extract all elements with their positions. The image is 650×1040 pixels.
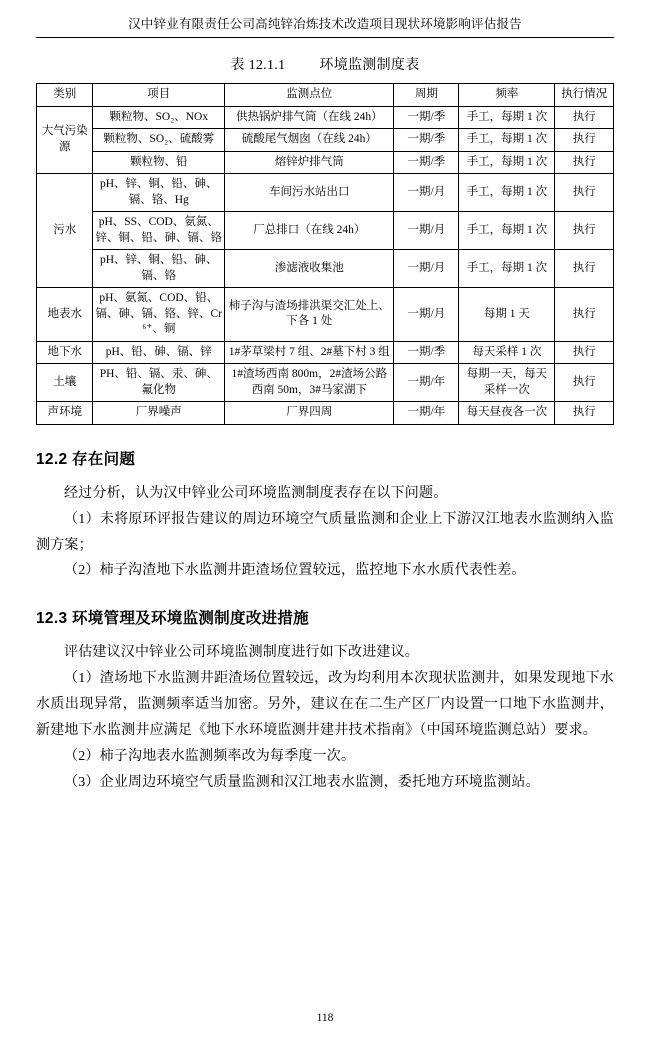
cell-period: 一期/年 xyxy=(394,402,459,425)
cell-category: 地表水 xyxy=(37,288,93,342)
column-header-category: 类别 xyxy=(37,84,93,107)
section-heading-12-2: 12.2 存在问题 xyxy=(36,450,136,468)
cell-frequency: 每天采样 1 次 xyxy=(459,341,555,364)
cell-frequency: 手工，每期 1 次 xyxy=(459,250,555,288)
column-header-period: 周期 xyxy=(394,84,459,107)
cell-site: 1#渣场西南 800m，2#渣场公路西南 50m，3#马家湖下 xyxy=(225,364,394,402)
cell-status: 执行 xyxy=(555,288,614,342)
cell-item: PH、铅、镉、汞、砷、氟化物 xyxy=(93,364,225,402)
paragraph: （1）未将原环评报告建议的周边环境空气质量监测和企业上下游汉江地表水监测纳入监测方案； xyxy=(36,511,614,553)
cell-site: 厂总排口（在线 24h） xyxy=(225,212,394,250)
table-row xyxy=(37,341,614,364)
cell-frequency: 手工，每期 1 次 xyxy=(459,174,555,212)
cell-item: pH、锌、铜、铅、砷、镉、铬 xyxy=(93,250,225,288)
page-number: 118 xyxy=(316,1012,334,1024)
cell-site: 厂界四周 xyxy=(225,402,394,425)
table-row xyxy=(37,402,614,425)
cell-category: 污水 xyxy=(37,174,93,288)
cell-frequency: 手工，每期 1 次 xyxy=(459,151,555,174)
cell-status: 执行 xyxy=(555,212,614,250)
cell-item: pH、铅、砷、镉、锌 xyxy=(93,341,225,364)
column-header-status: 执行情况 xyxy=(555,84,614,107)
paragraph: （2）柿子沟地表水监测频率改为每季度一次。 xyxy=(64,748,356,764)
cell-status: 执行 xyxy=(555,106,614,129)
cell-site: 车间污水站出口 xyxy=(225,174,394,212)
cell-frequency: 手工，每期 1 次 xyxy=(459,212,555,250)
table-caption-number: 表 12.1.1 xyxy=(230,58,286,73)
table-row xyxy=(37,212,614,250)
paragraph: （2）柿子沟渣地下水监测井距渣场位置较远，监控地下水水质代表性差。 xyxy=(64,563,526,579)
paragraph: （3）企业周边环境空气质量监测和汉江地表水监测，委托地方环境监测站。 xyxy=(64,774,540,790)
cell-category: 声环境 xyxy=(37,402,93,425)
cell-frequency: 每期 1 天 xyxy=(459,288,555,342)
table-header-row xyxy=(37,84,614,107)
cell-item: pH、SS、COD、氨氮、锌、铜、铅、砷、镉、铬 xyxy=(93,212,225,250)
column-header-site: 监测点位 xyxy=(225,84,394,107)
cell-item: pH、氨氮、COD、铅、镉、砷、镉、铬、锌、Cr⁶⁺、铜 xyxy=(93,288,225,342)
cell-site: 柿子沟与渣场排洪渠交汇处上、下各 1 处 xyxy=(225,288,394,342)
cell-period: 一期/年 xyxy=(394,364,459,402)
cell-frequency: 手工，每期 1 次 xyxy=(459,106,555,129)
table-row xyxy=(37,250,614,288)
cell-status: 执行 xyxy=(555,341,614,364)
cell-category: 地下水 xyxy=(37,341,93,364)
cell-period: 一期/季 xyxy=(394,106,459,129)
cell-frequency: 手工，每期 1 次 xyxy=(459,129,555,152)
cell-site: 硫酸尾气烟囱（在线 24h） xyxy=(225,129,394,152)
cell-status: 执行 xyxy=(555,250,614,288)
cell-period: 一期/月 xyxy=(394,250,459,288)
cell-item: 厂界噪声 xyxy=(93,402,225,425)
cell-period: 一期/季 xyxy=(394,129,459,152)
cell-status: 执行 xyxy=(555,151,614,174)
cell-item: 颗粒物、SO₂、NOx xyxy=(93,106,225,129)
cell-period: 一期/季 xyxy=(394,341,459,364)
cell-status: 执行 xyxy=(555,129,614,152)
cell-period: 一期/月 xyxy=(394,288,459,342)
cell-status: 执行 xyxy=(555,364,614,402)
cell-frequency: 每期一天，每天采样一次 xyxy=(459,364,555,402)
cell-item: pH、锌、铜、铅、砷、镉、铬、Hg xyxy=(93,174,225,212)
cell-category: 大气污染源 xyxy=(37,106,93,174)
cell-site: 熔锌炉排气筒 xyxy=(225,151,394,174)
table-row xyxy=(37,364,614,402)
paragraph: 经过分析，认为汉中锌业公司环境监测制度表存在以下问题。 xyxy=(64,485,448,501)
table-caption xyxy=(36,54,614,74)
cell-status: 执行 xyxy=(555,402,614,425)
column-header-item: 项目 xyxy=(93,84,225,107)
cell-site: 1#茅草梁村 7 组、2#墓下村 3 组 xyxy=(225,341,394,364)
table-row xyxy=(37,288,614,342)
table-row xyxy=(37,174,614,212)
cell-item: 颗粒物、SO₂、硫酸雾 xyxy=(93,129,225,152)
cell-category: 土壤 xyxy=(37,364,93,402)
environmental-monitoring-table xyxy=(36,83,614,425)
section-heading-12-3: 12.3 环境管理及环境监测制度改进措施 xyxy=(36,610,309,628)
cell-period: 一期/月 xyxy=(394,212,459,250)
table-row xyxy=(37,151,614,174)
cell-item: 颗粒物、铅 xyxy=(93,151,225,174)
table-row xyxy=(37,106,614,129)
cell-site: 渗滤液收集池 xyxy=(225,250,394,288)
column-header-frequency: 频率 xyxy=(459,84,555,107)
paragraph: （1）渣场地下水监测井距渣场位置较远，改为均利用本次现状监测井，如果发现地下水水质出现异常，监测频率适当加密。另外，建议在在二生产区厂内设置一口地下水监测井，新建地下水监测井应满足《地下水环境监测井建井技术指南》（中国环境监测总站）要求。 xyxy=(36,671,614,738)
cell-period: 一期/月 xyxy=(394,174,459,212)
table-row xyxy=(37,129,614,152)
cell-period: 一期/季 xyxy=(394,151,459,174)
paragraph: 评估建议汉中锌业公司环境监测制度进行如下改进建议。 xyxy=(64,645,419,661)
cell-frequency: 每天昼夜各一次 xyxy=(459,402,555,425)
cell-status: 执行 xyxy=(555,174,614,212)
running-header: 汉中锌业有限责任公司高纯锌冶炼技术改造项目现状环境影响评估报告 xyxy=(36,14,614,38)
cell-site: 供热锅炉排气筒（在线 24h） xyxy=(225,106,394,129)
table-caption-title: 环境监测制度表 xyxy=(319,58,420,73)
